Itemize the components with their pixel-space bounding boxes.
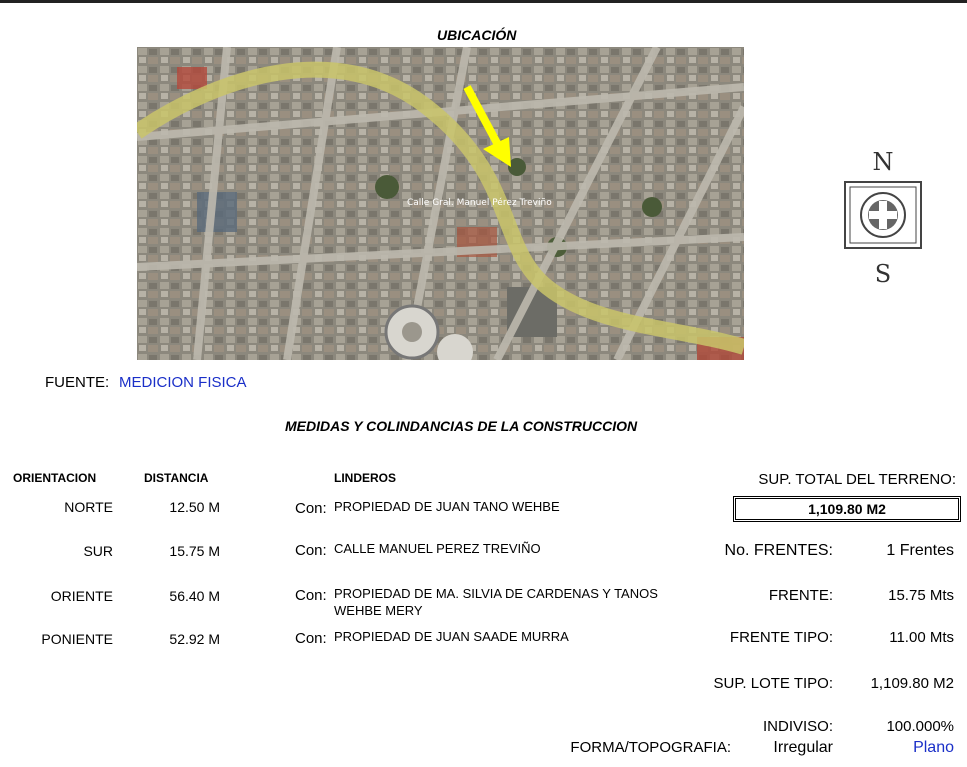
row-distancia: 15.75 M xyxy=(169,543,220,559)
frentes-label: No. FRENTES: xyxy=(724,542,833,559)
row-distancia: 52.92 M xyxy=(169,631,220,647)
row-con: Con: xyxy=(295,500,327,517)
svg-text:Calle Gral. Manuel Pérez Trevi: Calle Gral. Manuel Pérez Treviño xyxy=(407,198,552,208)
header-orientacion: ORIENTACION xyxy=(13,471,97,485)
section-title: MEDIDAS Y COLINDANCIAS DE LA CONSTRUCCION xyxy=(285,418,638,434)
indiviso-label: INDIVISO: xyxy=(762,718,833,735)
frente-tipo-value: 11.00 Mts xyxy=(889,629,954,646)
row-distancia: 12.50 M xyxy=(169,499,220,515)
frente-label: FRENTE: xyxy=(768,587,833,604)
row-lindero: CALLE MANUEL PEREZ TREVIÑO xyxy=(334,541,541,556)
row-lindero-cont: WEHBE MERY xyxy=(334,603,423,618)
row-orientacion: PONIENTE xyxy=(41,631,113,647)
sup-total-value: 1,109.80 M2 xyxy=(733,496,961,522)
sup-total-label: SUP. TOTAL DEL TERRENO: xyxy=(758,471,956,488)
sup-lote-value: 1,109.80 M2 xyxy=(870,675,954,692)
row-con: Con: xyxy=(295,542,327,559)
row-orientacion: SUR xyxy=(83,543,113,559)
row-distancia: 56.40 M xyxy=(169,588,220,604)
row-lindero: PROPIEDAD DE JUAN TANO WEHBE xyxy=(334,499,560,514)
row-orientacion: NORTE xyxy=(64,499,113,515)
indiviso-value: 100.000% xyxy=(886,718,954,735)
header-distancia: DISTANCIA xyxy=(144,471,209,485)
frentes-value: 1 Frentes xyxy=(886,542,954,559)
forma-label: FORMA/TOPOGRAFIA: xyxy=(570,739,731,756)
header-linderos: LINDEROS xyxy=(334,471,397,485)
fuente-label: FUENTE: xyxy=(45,374,110,391)
compass-south: S xyxy=(874,260,892,286)
frente-value: 15.75 Mts xyxy=(888,587,954,604)
frente-tipo-label: FRENTE TIPO: xyxy=(729,629,833,646)
fuente-value: MEDICION FISICA xyxy=(119,374,247,391)
row-lindero: PROPIEDAD DE MA. SILVIA DE CARDENAS Y TANOS xyxy=(334,586,658,601)
forma-value: Irregular xyxy=(773,739,833,756)
compass xyxy=(843,146,923,286)
top-rule xyxy=(0,0,967,3)
topografia-value: Plano xyxy=(913,739,954,756)
row-con: Con: xyxy=(295,630,327,647)
row-lindero: PROPIEDAD DE JUAN SAADE MURRA xyxy=(334,629,569,644)
location-map xyxy=(137,47,744,360)
location-title: UBICACIÓN xyxy=(437,27,517,43)
row-orientacion: ORIENTE xyxy=(50,588,113,604)
row-con: Con: xyxy=(295,587,327,604)
compass-north: N xyxy=(872,148,894,176)
sup-lote-label: SUP. LOTE TIPO: xyxy=(713,675,833,692)
